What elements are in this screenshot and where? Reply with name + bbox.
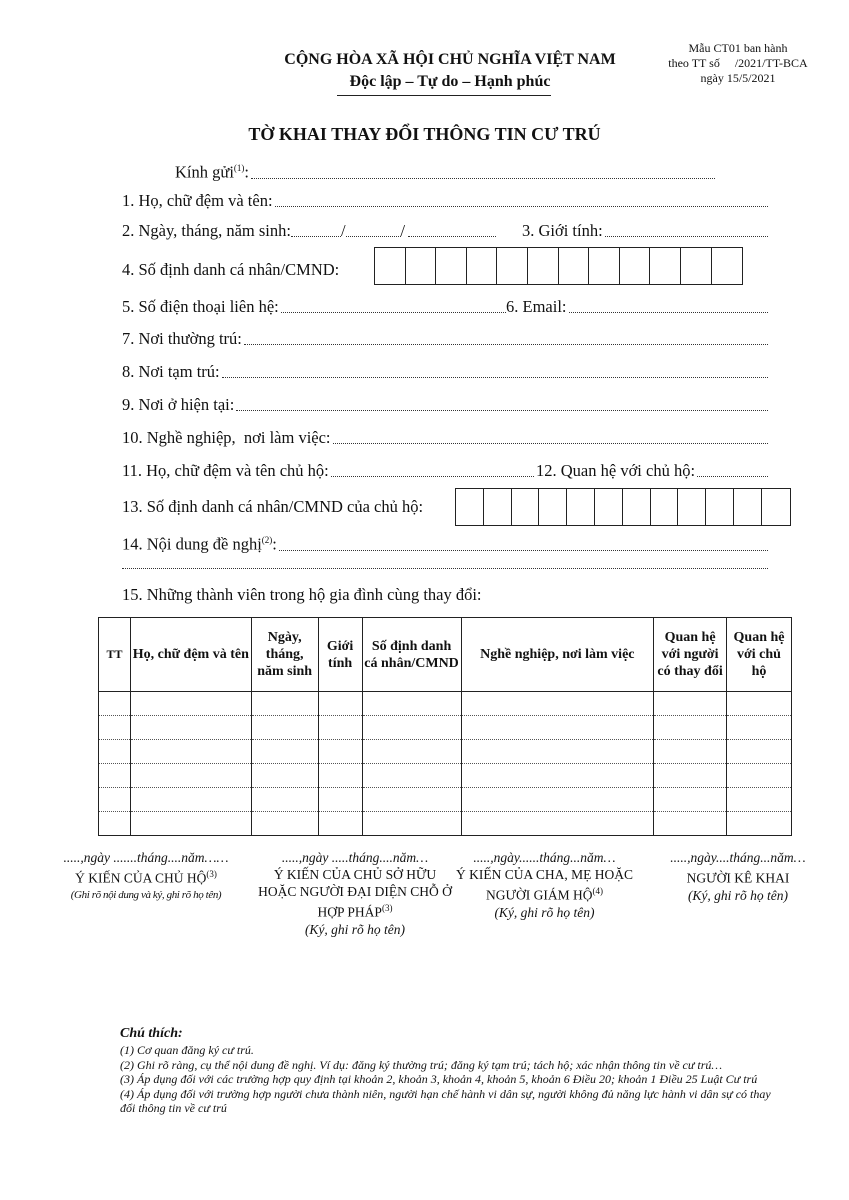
table-row[interactable] <box>99 812 792 836</box>
id-digit-box[interactable] <box>497 248 528 284</box>
dotted-line <box>346 235 401 237</box>
id-number-boxes[interactable] <box>374 247 743 285</box>
id-digit-box[interactable] <box>650 248 681 284</box>
footnote-item: (3) Áp dụng đối với các trường hợp quy định tại khoản 2, khoản 3, khoản 4, khoản 5, khoản 6 Điều 20; khoản 1 Điều 25 Luật Cư trú <box>120 1072 758 1086</box>
relation-to-head-field[interactable] <box>536 460 768 482</box>
id-digit-box[interactable] <box>651 489 679 525</box>
table-row[interactable] <box>99 716 792 740</box>
footnotes-heading: Chú thích: <box>120 1026 183 1041</box>
national-heading <box>250 49 650 93</box>
id-digit-box[interactable] <box>620 248 651 284</box>
table-row[interactable] <box>99 788 792 812</box>
field-label: 7. Nơi thường trú: <box>122 329 242 348</box>
dotted-line <box>291 235 341 237</box>
id-digit-box[interactable] <box>375 248 406 284</box>
id-digit-box[interactable] <box>706 489 734 525</box>
dotted-line <box>279 549 768 551</box>
household-head-name-field[interactable] <box>122 460 534 482</box>
motto-underline <box>337 95 551 96</box>
temporary-residence-field[interactable] <box>122 361 768 383</box>
signature-note: (Ký, ghi rõ họ tên) <box>494 904 595 920</box>
signature-owner[interactable] <box>255 849 455 938</box>
id-digit-box[interactable] <box>589 248 620 284</box>
col-header-name: Họ, chữ đệm và tên <box>130 618 251 692</box>
id-number-label: 4. Số định danh cá nhân/CMND: <box>122 260 340 279</box>
id-digit-box[interactable] <box>436 248 467 284</box>
dotted-line <box>236 409 768 411</box>
form-code <box>648 41 828 86</box>
signature-role: NGƯỜI KÊ KHAI <box>686 870 790 886</box>
id-digit-box[interactable] <box>484 489 512 525</box>
footnote-item: (4) Áp dụng đối với trường hợp người chưa thành niên, người hạn chế hành vi dân sự, người không đủ năng lực hành vi dân sự có thay đổi thông tin về cư trú <box>120 1086 771 1115</box>
id-digit-box[interactable] <box>762 489 790 525</box>
dotted-line <box>331 475 534 477</box>
form-code-line: theo TT số /2021/TT-BCA <box>668 56 808 70</box>
dotted-line <box>569 311 769 313</box>
members-heading: 15. Những thành viên trong hộ gia đình cùng thay đổi: <box>122 585 482 604</box>
table-row[interactable] <box>99 764 792 788</box>
id-digit-box[interactable] <box>712 248 743 284</box>
dotted-line <box>251 177 715 179</box>
id-digit-box[interactable] <box>406 248 437 284</box>
footnote-item: (1) Cơ quan đăng ký cư trú. <box>120 1043 254 1057</box>
id-digit-box[interactable] <box>567 489 595 525</box>
id-digit-box[interactable] <box>734 489 762 525</box>
dotted-line <box>697 475 768 477</box>
signature-role: Ý KIẾN CỦA CHỦ SỞ HỮU HOẶC NGƯỜI ĐẠI DIỆN CHỖ Ở HỢP PHÁP$^{(3)}$ <box>258 867 452 920</box>
field-label: 14. Nội dung đề nghị$^{(2)}$: <box>122 534 277 554</box>
signature-role: Ý KIẾN CỦA CHA, MẸ HOẶC NGƯỜI GIÁM HỘ$^{(4)}$ <box>455 867 633 903</box>
dotted-line <box>222 376 768 378</box>
recipient-field[interactable] <box>175 157 715 184</box>
id-digit-box[interactable] <box>467 248 498 284</box>
dotted-line <box>605 235 768 237</box>
recipient-label: Kính gửi$^{(1)}$: <box>175 162 249 182</box>
id-digit-box[interactable] <box>595 489 623 525</box>
signature-note: (Ký, ghi rõ họ tên) <box>687 887 789 903</box>
id-digit-box[interactable] <box>678 489 706 525</box>
current-residence-field[interactable] <box>122 394 768 416</box>
dotted-line <box>333 442 768 444</box>
id-digit-box[interactable] <box>528 248 559 284</box>
col-header-relation-head: Quan hệ với chủ hộ <box>727 618 792 692</box>
field-label: 9. Nơi ở hiện tại: <box>122 395 235 414</box>
table-row[interactable] <box>99 692 792 716</box>
footnotes <box>120 1025 775 1116</box>
signature-date: .....,ngày....tháng...năm… <box>670 850 806 865</box>
id-digit-box[interactable] <box>456 489 484 525</box>
dotted-line <box>275 205 768 207</box>
field-label: 8. Nơi tạm trú: <box>122 362 220 381</box>
col-header-tt: TT <box>99 618 131 692</box>
members-table <box>98 617 792 836</box>
phone-field[interactable] <box>122 296 506 318</box>
col-header-id: Số định danh cá nhân/CMND <box>362 618 461 692</box>
signature-note: (Ghi rõ nội dung và ký, ghi rõ họ tên) <box>70 888 222 901</box>
nation-motto: Độc lập – Tự do – Hạnh phúc <box>349 73 551 90</box>
request-content-extra-line[interactable] <box>122 568 768 569</box>
field-label: 11. Họ, chữ đệm và tên chủ hộ: <box>122 461 329 480</box>
col-header-occupation: Nghề nghiệp, nơi làm việc <box>461 618 654 692</box>
signature-date: .....,ngày .......tháng....năm…… <box>63 850 229 865</box>
request-content-field[interactable] <box>122 529 768 556</box>
head-id-boxes[interactable] <box>455 488 791 526</box>
signature-household-head[interactable] <box>40 849 252 904</box>
email-field[interactable] <box>506 296 768 318</box>
dotted-line <box>408 235 496 237</box>
field-label: 6. Email: <box>506 297 567 316</box>
signature-declarant[interactable] <box>648 849 828 904</box>
id-digit-box[interactable] <box>623 489 651 525</box>
field-label: 2. Ngày, tháng, năm sinh: <box>122 221 291 240</box>
gender-field[interactable] <box>522 220 768 242</box>
col-header-relation-changed: Quan hệ với người có thay đổi <box>654 618 727 692</box>
nation-name: CỘNG HÒA XÃ HỘI CHỦ NGHĨA VIỆT NAM <box>284 51 616 68</box>
signature-guardian[interactable] <box>452 849 637 921</box>
field-label: 5. Số điện thoại liên hệ: <box>122 297 279 316</box>
head-id-label: 13. Số định danh cá nhân/CMND của chủ hộ: <box>122 497 424 516</box>
field-label: 12. Quan hệ với chủ hộ: <box>536 461 696 480</box>
signature-date: .....,ngày......tháng...năm… <box>473 850 616 865</box>
field-label: 10. Nghề nghiệp, nơi làm việc: <box>122 428 331 447</box>
form-title: TỜ KHAI THAY ĐỔI THÔNG TIN CƯ TRÚ <box>248 124 601 144</box>
signature-role: Ý KIẾN CỦA CHỦ HỘ$^{(3)}$ <box>75 869 217 886</box>
field-label: 1. Họ, chữ đệm và tên: <box>122 191 273 210</box>
signature-note: (Ký, ghi rõ họ tên) <box>304 921 406 937</box>
table-row[interactable] <box>99 740 792 764</box>
signature-date: .....,ngày .....tháng....năm… <box>281 850 429 865</box>
birth-date-field[interactable]: 2. Ngày, tháng, năm sinh: / / <box>122 220 512 242</box>
dotted-line <box>244 343 768 345</box>
id-digit-box[interactable] <box>681 248 712 284</box>
id-digit-box[interactable] <box>539 489 567 525</box>
col-header-gender: Giới tính <box>318 618 362 692</box>
id-digit-box[interactable] <box>512 489 540 525</box>
occupation-field[interactable] <box>122 427 768 449</box>
form-code-line: ngày 15/5/2021 <box>700 71 776 85</box>
permanent-residence-field[interactable] <box>122 328 768 350</box>
full-name-field[interactable] <box>122 190 768 212</box>
col-header-dob: Ngày, tháng, năm sinh <box>251 618 318 692</box>
id-digit-box[interactable] <box>559 248 590 284</box>
field-label: 3. Giới tính: <box>522 221 603 240</box>
footnote-item: (2) Ghi rõ ràng, cụ thể nội dung đề nghị. Ví dụ: đăng ký thường trú; đăng ký tạm trú; tách hộ; xác nhận thông tin về cư trú… <box>120 1057 723 1072</box>
form-code-line: Mẫu CT01 ban hành <box>688 41 788 55</box>
dotted-line <box>281 311 506 313</box>
